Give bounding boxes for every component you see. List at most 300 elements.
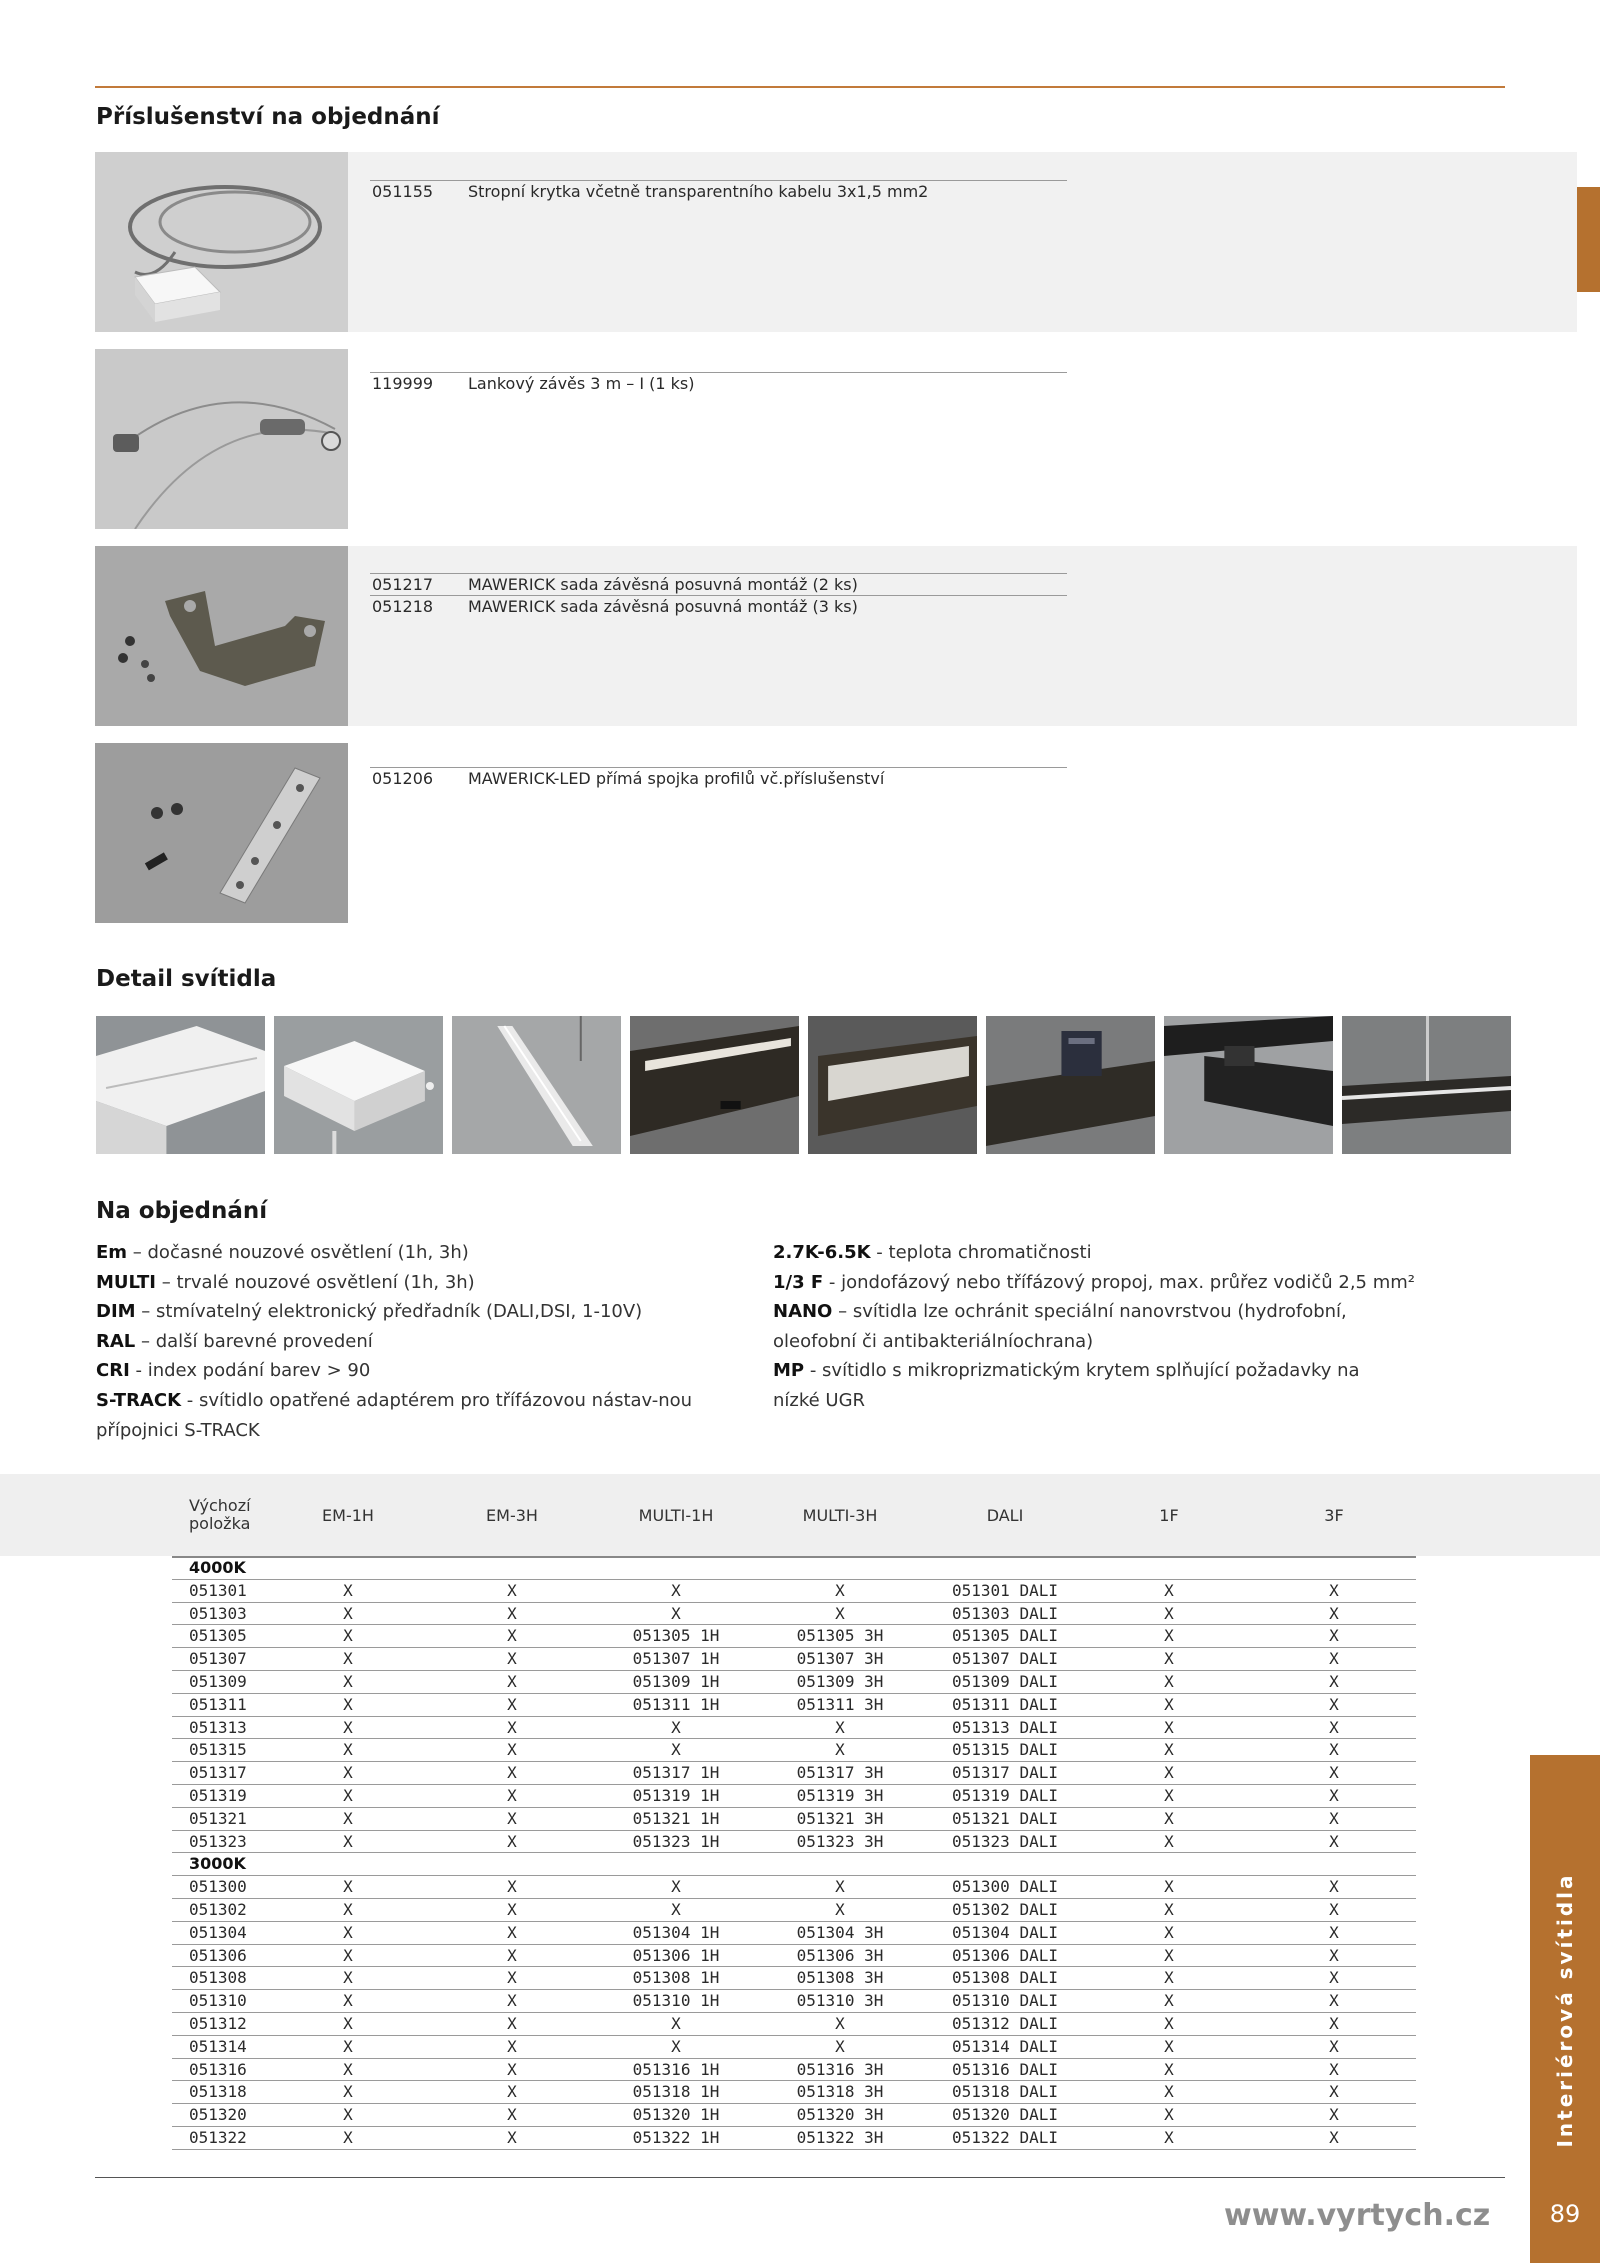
table-row <box>172 2104 1416 2127</box>
table-cell: X <box>507 2082 517 2102</box>
table-cell: X <box>343 2105 353 2125</box>
table-cell: X <box>507 1717 517 1737</box>
table-cell: 051305 DALI <box>952 1626 1058 1646</box>
table-cell: X <box>507 1740 517 1760</box>
table-cell: X <box>507 1945 517 1965</box>
order-note <box>773 1268 1473 1298</box>
table-cell: 051316 1H <box>632 2059 720 2079</box>
table-row <box>172 2059 1416 2082</box>
order-note <box>96 1356 696 1386</box>
top-rule <box>95 86 1505 88</box>
table-cell: X <box>507 1808 517 1828</box>
table-cell: X <box>1164 1808 1174 1828</box>
accessory-desc: Lankový závěs 3 m – I (1 ks) <box>468 374 695 393</box>
table-row <box>172 1625 1416 1648</box>
table-cell: X <box>1329 1899 1339 1919</box>
table-cell: X <box>507 1899 517 1919</box>
table-cell: 051307 1H <box>632 1649 720 1669</box>
order-notes-right <box>773 1238 1473 1416</box>
table-cell: 051319 3H <box>796 1785 884 1805</box>
track-adapter <box>1164 1016 1333 1154</box>
table-cell: 051320 DALI <box>952 2105 1058 2125</box>
table-cell: X <box>1329 1763 1339 1783</box>
table-cell: 051307 3H <box>796 1649 884 1669</box>
table-cell: X <box>343 1626 353 1646</box>
table-cell: 051323 <box>189 1831 247 1851</box>
table-cell: 051319 <box>189 1785 247 1805</box>
table-cell: X <box>343 2082 353 2102</box>
table-cell: 051309 DALI <box>952 1671 1058 1691</box>
table-cell: 051304 <box>189 1922 247 1942</box>
white-profile-end <box>96 1016 265 1154</box>
order-term: 1/3 F <box>773 1271 824 1293</box>
table-cell: X <box>835 2036 845 2056</box>
order-note <box>773 1238 1473 1268</box>
table-cell: 051314 DALI <box>952 2036 1058 2056</box>
table-cell: X <box>343 1945 353 1965</box>
table-cell: X <box>1164 1649 1174 1669</box>
table-row <box>172 2127 1416 2150</box>
table-cell: 051309 <box>189 1671 247 1691</box>
table-cell: 051322 3H <box>796 2127 884 2147</box>
order-term: RAL <box>96 1330 136 1352</box>
table-cell: X <box>1164 1899 1174 1919</box>
table-cell: 051311 3H <box>796 1694 884 1714</box>
detail-title: Detail svítidla <box>96 966 277 992</box>
table-cell: X <box>343 1808 353 1828</box>
wire-suspension-photo <box>95 349 348 529</box>
table-cell: X <box>507 1831 517 1851</box>
table-cell: 051305 3H <box>796 1626 884 1646</box>
table-cell: 051316 <box>189 2059 247 2079</box>
table-row <box>172 1648 1416 1671</box>
table-cell: X <box>671 1717 681 1737</box>
table-cell: X <box>507 1603 517 1623</box>
order-text: - svítidlo opatřené adaptérem pro třífázovou nástav-nou přípojnici S-TRACK <box>96 1389 693 1441</box>
order-note <box>96 1238 696 1268</box>
table-cell: X <box>835 1740 845 1760</box>
table-cell: X <box>343 1968 353 1988</box>
table-cell: X <box>671 1603 681 1623</box>
table-cell: 051306 DALI <box>952 1945 1058 1965</box>
table-cell: 051302 <box>189 1899 247 1919</box>
table-cell: X <box>343 2127 353 2147</box>
table-group-row <box>172 1557 1416 1580</box>
table-cell: 051318 <box>189 2082 247 2102</box>
table-cell: X <box>1329 1626 1339 1646</box>
order-text: - jondofázový nebo třífázový propoj, max. průřez vodičů 2,5 mm² <box>823 1271 1416 1293</box>
table-cell: X <box>343 1991 353 2011</box>
group-label: 4000K <box>189 1558 246 1577</box>
order-term: S-TRACK <box>96 1389 182 1411</box>
table-row <box>172 2036 1416 2059</box>
table-cell: X <box>1164 1603 1174 1623</box>
table-cell: 051315 DALI <box>952 1740 1058 1760</box>
table-cell: X <box>343 1580 353 1600</box>
table-cell: X <box>343 1717 353 1737</box>
order-term: NANO <box>773 1301 833 1323</box>
table-cell: 051310 <box>189 1991 247 2011</box>
table-cell: X <box>1329 1945 1339 1965</box>
table-cell: X <box>507 1763 517 1783</box>
accessory-line <box>370 372 1067 394</box>
website-link[interactable]: www.vyrtych.cz <box>1224 2198 1491 2233</box>
table-cell: X <box>835 2013 845 2033</box>
table-cell: X <box>343 1877 353 1897</box>
table-cell: X <box>1164 2036 1174 2056</box>
table-cell: X <box>1164 1717 1174 1737</box>
table-cell: X <box>671 2013 681 2033</box>
table-cell: X <box>343 1899 353 1919</box>
table-header-cell: 3F <box>1324 1505 1344 1525</box>
table-cell: X <box>1329 1694 1339 1714</box>
table-cell: X <box>1164 1671 1174 1691</box>
profile-suspension-detail <box>1342 1016 1511 1154</box>
table-cell: X <box>507 1991 517 2011</box>
table-cell: 051315 <box>189 1740 247 1760</box>
table-cell: 051309 1H <box>632 1671 720 1691</box>
table-cell: 051312 <box>189 2013 247 2033</box>
table-cell: 051321 DALI <box>952 1808 1058 1828</box>
table-cell: 051308 DALI <box>952 1968 1058 1988</box>
table-row <box>172 2081 1416 2104</box>
table-cell: X <box>835 1603 845 1623</box>
accessory-desc: Stropní krytka včetně transparentního kabelu 3x1,5 mm2 <box>468 182 929 201</box>
order-term: MP <box>773 1360 805 1382</box>
table-cell: 051320 1H <box>632 2105 720 2125</box>
table-header-cell: Výchozí položka <box>189 1496 251 1533</box>
table-cell: X <box>835 1717 845 1737</box>
table-cell: X <box>1164 1991 1174 2011</box>
order-term: MULTI <box>96 1271 156 1293</box>
accessory-desc: MAWERICK sada závěsná posuvná montáž (2 ks) <box>468 575 858 594</box>
table-cell: 051316 3H <box>796 2059 884 2079</box>
table-cell: X <box>343 1694 353 1714</box>
table-cell: 051304 DALI <box>952 1922 1058 1942</box>
table-cell: 051311 <box>189 1694 247 1714</box>
table-cell: 051302 DALI <box>952 1899 1058 1919</box>
table-cell: 051323 DALI <box>952 1831 1058 1851</box>
table-cell: 051301 DALI <box>952 1580 1058 1600</box>
black-profile-end <box>808 1016 977 1154</box>
table-row <box>172 1945 1416 1968</box>
table-cell: X <box>507 1580 517 1600</box>
table-cell: X <box>507 1649 517 1669</box>
table-cell: 051305 1H <box>632 1626 720 1646</box>
table-cell: 051313 <box>189 1717 247 1737</box>
order-note <box>96 1297 696 1327</box>
table-cell: 051317 1H <box>632 1763 720 1783</box>
table-row <box>172 1739 1416 1762</box>
table-cell: X <box>1164 1785 1174 1805</box>
table-cell: X <box>1164 1968 1174 1988</box>
table-cell: X <box>507 1785 517 1805</box>
table-row <box>172 2013 1416 2036</box>
order-note <box>773 1356 1393 1415</box>
accessory-line <box>370 767 1067 789</box>
table-cell: 051319 DALI <box>952 1785 1058 1805</box>
order-term: DIM <box>96 1301 136 1323</box>
table-cell: X <box>1329 1808 1339 1828</box>
page-number: 89 <box>1549 2200 1581 2228</box>
table-cell: 051319 1H <box>632 1785 720 1805</box>
table-cell: 051321 1H <box>632 1808 720 1828</box>
accessories-title: Příslušenství na objednání <box>96 104 440 130</box>
group-label: 3000K <box>189 1854 246 1874</box>
table-cell: X <box>1329 2127 1339 2147</box>
table-cell: X <box>1329 1877 1339 1897</box>
table-cell: X <box>507 1626 517 1646</box>
table-cell: X <box>507 2013 517 2033</box>
table-cell: 051310 DALI <box>952 1991 1058 2011</box>
table-cell: X <box>1329 2036 1339 2056</box>
table-cell: X <box>671 1580 681 1600</box>
table-cell: X <box>507 2036 517 2056</box>
table-cell: 051323 1H <box>632 1831 720 1851</box>
accessory-row <box>95 349 1577 529</box>
accessory-lines <box>370 767 1067 789</box>
order-text: - svítidlo s mikroprizmatickým krytem splňující požadavky na nízké UGR <box>773 1360 1360 1411</box>
table-cell: X <box>1164 2082 1174 2102</box>
table-cell: 051303 <box>189 1603 247 1623</box>
suspended-profile <box>452 1016 621 1154</box>
table-row <box>172 1717 1416 1740</box>
variant-table <box>172 1557 1416 2150</box>
table-cell: 051306 3H <box>796 1945 884 1965</box>
table-cell: 051323 3H <box>796 1831 884 1851</box>
table-cell: 051308 3H <box>796 1968 884 1988</box>
table-cell: 051300 <box>189 1877 247 1897</box>
table-cell: X <box>835 1580 845 1600</box>
table-cell: X <box>507 2059 517 2079</box>
table-cell: X <box>507 1694 517 1714</box>
table-cell: 051317 <box>189 1763 247 1783</box>
table-cell: 051306 <box>189 1945 247 1965</box>
table-cell: X <box>1164 1763 1174 1783</box>
table-cell: X <box>1329 1831 1339 1851</box>
table-cell: X <box>1164 2059 1174 2079</box>
table-row <box>172 1671 1416 1694</box>
table-cell: X <box>507 2105 517 2125</box>
accessory-line <box>370 180 1067 202</box>
accessory-code: 119999 <box>372 374 434 393</box>
table-cell: X <box>1329 2059 1339 2079</box>
table-cell: 051318 DALI <box>952 2082 1058 2102</box>
accessory-row <box>95 152 1577 332</box>
white-end-cap-suspension <box>274 1016 443 1154</box>
table-cell: X <box>1164 2013 1174 2033</box>
order-note <box>96 1268 696 1298</box>
table-cell: 051308 1H <box>632 1968 720 1988</box>
table-cell: X <box>343 2013 353 2033</box>
bottom-rule <box>95 2177 1505 2178</box>
table-cell: 051307 <box>189 1649 247 1669</box>
table-cell: X <box>1164 1831 1174 1851</box>
accessory-row <box>95 743 1577 923</box>
table-header-cell: EM-3H <box>486 1505 538 1525</box>
table-cell: X <box>1164 1740 1174 1760</box>
table-cell: X <box>1164 1626 1174 1646</box>
table-cell: 051317 DALI <box>952 1763 1058 1783</box>
order-text: – dočasné nouzové osvětlení (1h, 3h) <box>127 1242 469 1263</box>
table-cell: X <box>1164 1945 1174 1965</box>
table-cell: X <box>1329 1785 1339 1805</box>
order-note <box>96 1327 696 1357</box>
suspension-bracket-photo <box>95 546 348 726</box>
order-title: Na objednání <box>96 1198 268 1224</box>
table-cell: X <box>1164 1877 1174 1897</box>
table-cell: 051318 1H <box>632 2082 720 2102</box>
table-cell: 051310 3H <box>796 1991 884 2011</box>
table-row <box>172 1922 1416 1945</box>
table-cell: X <box>507 1922 517 1942</box>
table-header-cell: DALI <box>986 1505 1024 1525</box>
table-row <box>172 1603 1416 1626</box>
table-header-cell: 1F <box>1159 1505 1179 1525</box>
table-cell: X <box>1329 1603 1339 1623</box>
accessory-row <box>95 546 1577 726</box>
order-note <box>96 1386 696 1445</box>
accessory-desc: MAWERICK sada závěsná posuvná montáž (3 ks) <box>468 597 858 616</box>
table-cell: 051321 <box>189 1808 247 1828</box>
table-cell: X <box>1329 1671 1339 1691</box>
table-cell: X <box>671 1899 681 1919</box>
black-profile-adapter <box>986 1016 1155 1154</box>
accessory-lines <box>370 180 1067 202</box>
table-cell: 051320 <box>189 2105 247 2125</box>
order-term: CRI <box>96 1360 130 1382</box>
table-cell: X <box>1329 2082 1339 2102</box>
table-cell: X <box>1329 1740 1339 1760</box>
table-cell: X <box>343 1740 353 1760</box>
table-row <box>172 1785 1416 1808</box>
connector-plate-photo <box>95 743 348 923</box>
accessory-lines <box>370 372 1067 394</box>
accessory-line <box>370 595 1067 617</box>
table-cell: X <box>1164 2105 1174 2125</box>
table-cell: 051304 1H <box>632 1922 720 1942</box>
accessory-lines <box>370 573 1067 617</box>
table-cell: X <box>343 2059 353 2079</box>
table-cell: X <box>671 1877 681 1897</box>
table-cell: 051310 1H <box>632 1991 720 2011</box>
table-cell: X <box>1164 2127 1174 2147</box>
table-cell: X <box>835 1899 845 1919</box>
table-cell: 051322 DALI <box>952 2127 1058 2147</box>
table-cell: X <box>343 1649 353 1669</box>
table-header-cell: MULTI-1H <box>638 1505 714 1525</box>
order-text: – svítidla lze ochránit speciální nanovrstvou (hydrofobní, oleofobní či antibakteriálníochrana) <box>773 1301 1347 1352</box>
order-text: – trvalé nouzové osvětlení (1h, 3h) <box>156 1271 475 1293</box>
order-note <box>773 1297 1393 1356</box>
order-text: - index podání barev > 90 <box>129 1360 371 1382</box>
table-group-row <box>172 1853 1416 1876</box>
accessory-desc: MAWERICK-LED přímá spojka profilů vč.příslušenství <box>468 769 885 788</box>
table-cell: X <box>1329 1922 1339 1942</box>
table-header-cell: EM-1H <box>322 1505 374 1525</box>
table-cell: 051317 3H <box>796 1763 884 1783</box>
table-row <box>172 1694 1416 1717</box>
table-cell: 051318 3H <box>796 2082 884 2102</box>
table-cell: 051314 <box>189 2036 247 2056</box>
table-cell: X <box>1164 1922 1174 1942</box>
table-row <box>172 1967 1416 1990</box>
table-cell: 051312 DALI <box>952 2013 1058 2033</box>
table-cell: X <box>1329 1580 1339 1600</box>
table-cell: X <box>343 1785 353 1805</box>
table-cell: X <box>507 1968 517 1988</box>
table-cell: 051311 1H <box>632 1694 720 1714</box>
table-cell: X <box>343 1671 353 1691</box>
table-row <box>172 1990 1416 2013</box>
accessory-code: 051218 <box>372 597 434 616</box>
table-cell: 051322 <box>189 2127 247 2147</box>
table-cell: X <box>671 1740 681 1760</box>
table-cell: 051306 1H <box>632 1945 720 1965</box>
table-cell: 051303 DALI <box>952 1603 1058 1623</box>
table-cell: 051307 DALI <box>952 1649 1058 1669</box>
order-term: 2.7K-6.5K <box>773 1242 871 1263</box>
table-cell: 051301 <box>189 1580 247 1600</box>
table-cell: X <box>1329 2013 1339 2033</box>
table-cell: X <box>507 1671 517 1691</box>
table-cell: X <box>343 2036 353 2056</box>
table-cell: 051316 DALI <box>952 2059 1058 2079</box>
accessory-code: 051217 <box>372 575 434 594</box>
accessory-line <box>370 573 1067 595</box>
order-term: Em <box>96 1242 128 1263</box>
table-cell: X <box>343 1603 353 1623</box>
order-text: – další barevné provedení <box>135 1330 373 1352</box>
table-cell: 051308 <box>189 1968 247 1988</box>
black-profile-light <box>630 1016 799 1154</box>
table-cell: 051305 <box>189 1626 247 1646</box>
table-cell: X <box>343 1922 353 1942</box>
order-text: - teplota chromatičnosti <box>870 1242 1092 1263</box>
accessory-code: 051155 <box>372 182 434 201</box>
table-cell: 051322 1H <box>632 2127 720 2147</box>
table-cell: 051321 3H <box>796 1808 884 1828</box>
table-cell: X <box>1164 1580 1174 1600</box>
ceiling-cover-cable-photo <box>95 152 348 332</box>
table-row <box>172 1831 1416 1854</box>
table-cell: X <box>671 2036 681 2056</box>
detail-gallery <box>96 1016 1511 1154</box>
table-cell: X <box>1329 1717 1339 1737</box>
table-cell: 051304 3H <box>796 1922 884 1942</box>
table-cell: 051313 DALI <box>952 1717 1058 1737</box>
table-cell: 051300 DALI <box>952 1877 1058 1897</box>
table-cell: X <box>507 2127 517 2147</box>
table-row <box>172 1899 1416 1922</box>
table-cell: X <box>1329 1991 1339 2011</box>
table-cell: X <box>1329 2105 1339 2125</box>
table-cell: X <box>507 1877 517 1897</box>
table-row <box>172 1762 1416 1785</box>
order-text: – stmívatelný elektronický předřadník (DALI,DSI, 1-10V) <box>135 1301 643 1323</box>
table-row <box>172 1580 1416 1603</box>
section-tab-label: Interiérová svítidla <box>1553 1872 1577 2148</box>
table-cell: 051311 DALI <box>952 1694 1058 1714</box>
accessory-code: 051206 <box>372 769 434 788</box>
table-cell: X <box>343 1763 353 1783</box>
table-cell: X <box>835 1877 845 1897</box>
table-cell: X <box>1329 1968 1339 1988</box>
table-row <box>172 1808 1416 1831</box>
table-cell: 051320 3H <box>796 2105 884 2125</box>
order-notes-left <box>96 1238 696 1445</box>
table-row <box>172 1876 1416 1899</box>
